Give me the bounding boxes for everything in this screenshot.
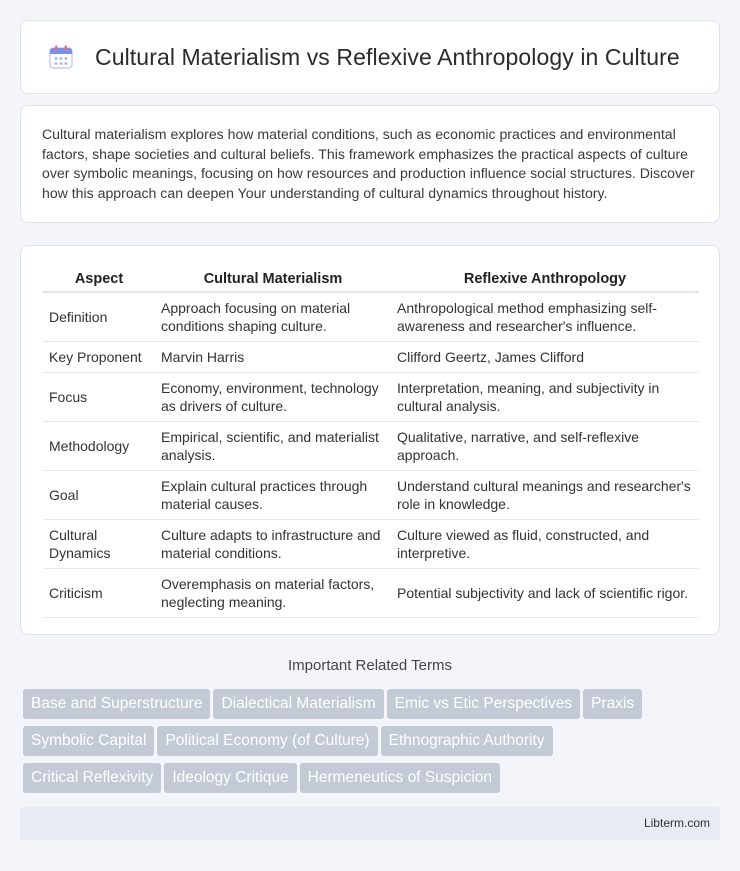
related-term-tag[interactable]: Dialectical Materialism [213,689,383,719]
intro-text: Cultural materialism explores how material conditions, such as economic practices and environmental factors, shape societies and cultural beliefs. This framework emphasizes the practical aspects of culture over symbolic meanings, focusing on how resources and production influence social structures. Discover how this approach can deepen Your understanding of cultural dynamics throughout history. [42,126,695,201]
row-cultural-materialism: Explain cultural practices through material causes. [155,471,391,520]
title-card [20,20,720,94]
related-terms-heading: Important Related Terms [288,657,452,674]
row-cultural-materialism: Marvin Harris [155,342,391,373]
table-header-row [43,265,699,293]
header-reflexive-anthropology: Reflexive Anthropology [391,265,699,293]
related-term-tag[interactable]: Critical Reflexivity [23,763,161,793]
table-row [43,422,699,471]
row-reflexive-anthropology: Understand cultural meanings and researcher's role in knowledge. [391,471,699,520]
row-reflexive-anthropology: Qualitative, narrative, and self-reflexive approach. [391,422,699,471]
row-reflexive-anthropology: Potential subjectivity and lack of scientific rigor. [391,569,699,618]
related-term-tag[interactable]: Base and Superstructure [23,689,210,719]
row-reflexive-anthropology: Culture viewed as fluid, constructed, and interpretive. [391,520,699,569]
calendar-icon [47,43,75,71]
row-reflexive-anthropology: Clifford Geertz, James Clifford [391,342,699,373]
page-title: Cultural Materialism vs Reflexive Anthropology in Culture [95,43,680,70]
related-terms-list [23,689,723,800]
related-term-tag[interactable]: Hermeneutics of Suspicion [300,763,500,793]
footer-site-link[interactable]: Libterm.com [643,816,710,830]
comparison-table [43,265,699,618]
row-aspect: Goal [43,471,155,520]
row-cultural-materialism: Overemphasis on material factors, neglecting meaning. [155,569,391,618]
related-term-tag[interactable]: Ethnographic Authority [381,726,553,756]
related-term-tag[interactable]: Political Economy (of Culture) [157,726,377,756]
related-term-tag[interactable]: Ideology Critique [164,763,296,793]
table-row [43,520,699,569]
row-aspect: Criticism [43,569,155,618]
header-cultural-materialism: Cultural Materialism [155,265,391,293]
row-aspect: Methodology [43,422,155,471]
header-aspect: Aspect [43,265,155,293]
table-row [43,373,699,422]
related-term-tag[interactable]: Symbolic Capital [23,726,154,756]
row-aspect: Cultural Dynamics [43,520,155,569]
comparison-table-card [20,245,720,635]
row-reflexive-anthropology: Anthropological method emphasizing self-awareness and researcher's influence. [391,293,699,342]
table-row [43,569,699,618]
row-cultural-materialism: Economy, environment, technology as drivers of culture. [155,373,391,422]
related-term-tag[interactable]: Emic vs Etic Perspectives [387,689,580,719]
related-term-tag[interactable]: Praxis [583,689,642,719]
table-row [43,471,699,520]
row-cultural-materialism: Empirical, scientific, and materialist analysis. [155,422,391,471]
row-reflexive-anthropology: Interpretation, meaning, and subjectivity in cultural analysis. [391,373,699,422]
table-row [43,293,699,342]
table-row [43,342,699,373]
row-aspect: Key Proponent [43,342,155,373]
row-cultural-materialism: Culture adapts to infrastructure and material conditions. [155,520,391,569]
footer [20,807,720,840]
row-cultural-materialism: Approach focusing on material conditions shaping culture. [155,293,391,342]
row-aspect: Focus [43,373,155,422]
intro-card [20,105,720,223]
row-aspect: Definition [43,293,155,342]
